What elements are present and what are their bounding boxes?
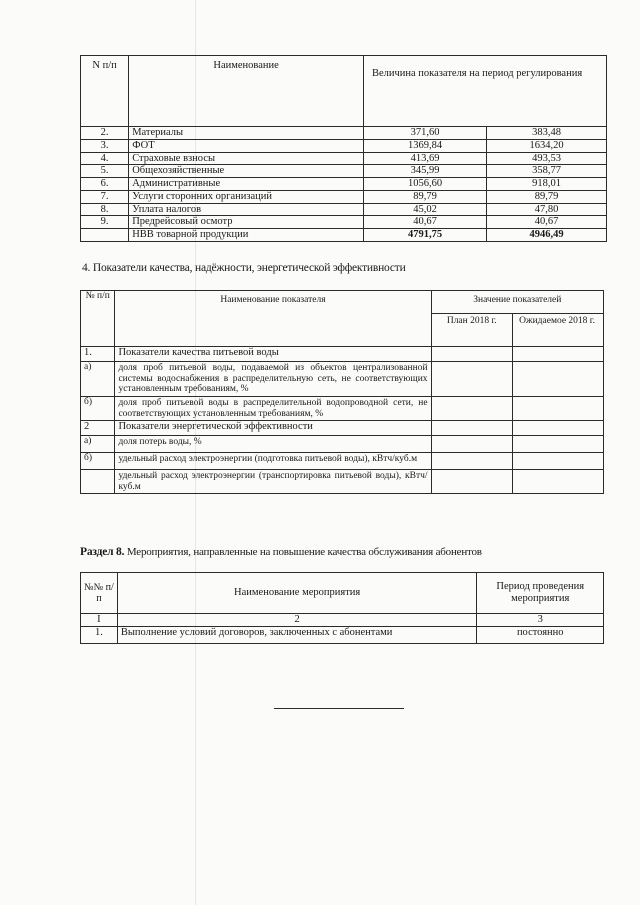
row-value-1: 345,99 — [363, 165, 486, 178]
table-row — [81, 152, 607, 165]
measures-header — [81, 573, 604, 614]
row-num: а) — [81, 362, 115, 397]
row-plan — [431, 470, 512, 494]
header-period: Период проведения мероприятия — [477, 573, 604, 614]
row-name: Уплата налогов — [129, 203, 364, 216]
row-value-2: 40,67 — [487, 216, 607, 229]
row-num: 6. — [81, 178, 129, 191]
table-row — [81, 347, 604, 362]
row-num: 8. — [81, 203, 129, 216]
table-row — [81, 396, 604, 420]
section-8-label: Раздел 8. — [80, 546, 125, 558]
row-plan — [431, 347, 512, 362]
row-num: а) — [81, 436, 115, 453]
row-name: Показатели качества питьевой воды — [115, 347, 431, 362]
row-name: доля потерь воды, % — [115, 436, 431, 453]
row-plan — [431, 453, 512, 470]
row-num: 7. — [81, 190, 129, 203]
row-num: 4. — [81, 152, 129, 165]
section-4-title: 4. Показатели качества, надёжности, энергетической эффективности — [82, 262, 406, 274]
row-period: постоянно — [477, 627, 604, 644]
row-value-1: 89,79 — [363, 190, 486, 203]
row-name: удельный расход электроэнергии (подготовка питьевой воды), кВтч/куб.м — [115, 453, 431, 470]
table-row — [81, 139, 607, 152]
row-name: Страховые взносы — [129, 152, 364, 165]
total-num — [81, 229, 129, 242]
row-plan — [431, 396, 512, 420]
table-row — [81, 190, 607, 203]
column-number-3: 3 — [477, 614, 604, 627]
total-value-1: 4791,75 — [363, 229, 486, 242]
header-num: №№ п/п — [81, 573, 118, 614]
header-period: Величина показателя на период регулирования — [363, 56, 606, 127]
measures-table — [80, 572, 604, 644]
row-name: Административные — [129, 178, 364, 191]
row-expected — [512, 470, 603, 494]
row-name: ФОТ — [129, 139, 364, 152]
row-value-2: 358,77 — [487, 165, 607, 178]
row-value-1: 371,60 — [363, 127, 486, 140]
total-label: НВВ товарной продукции — [129, 229, 364, 242]
row-num — [81, 470, 115, 494]
quality-indicators-table — [80, 290, 604, 494]
row-plan — [431, 362, 512, 397]
indicators-header — [81, 291, 604, 314]
signature-line — [274, 708, 404, 709]
row-value-2: 89,79 — [487, 190, 607, 203]
row-plan — [431, 436, 512, 453]
table-row — [81, 216, 607, 229]
row-plan — [431, 421, 512, 436]
row-num: 2. — [81, 127, 129, 140]
row-num: 1. — [81, 627, 118, 644]
row-name: Предрейсовый осмотр — [129, 216, 364, 229]
row-expected — [512, 421, 603, 436]
row-expected — [512, 396, 603, 420]
table-row — [81, 436, 604, 453]
header-expected: Ожидаемое 2018 г. — [512, 314, 603, 347]
table-row — [81, 453, 604, 470]
row-num: 1. — [81, 347, 115, 362]
table-row — [81, 127, 607, 140]
row-value-2: 918,01 — [487, 178, 607, 191]
row-value-1: 413,69 — [363, 152, 486, 165]
row-num: 5. — [81, 165, 129, 178]
row-value-2: 383,48 — [487, 127, 607, 140]
row-value-1: 1056,60 — [363, 178, 486, 191]
header-values: Значение показателей — [431, 291, 603, 314]
header-num: N п/п — [81, 56, 129, 127]
section-8-text: Мероприятия, направленные на повышение качества обслуживания абонентов — [126, 546, 482, 558]
row-value-2: 493,53 — [487, 152, 607, 165]
column-numbers-row — [81, 614, 604, 627]
row-value-1: 40,67 — [363, 216, 486, 229]
row-value-1: 1369,84 — [363, 139, 486, 152]
row-expected — [512, 436, 603, 453]
row-value-1: 45,02 — [363, 203, 486, 216]
row-expected — [512, 347, 603, 362]
row-num: б) — [81, 396, 115, 420]
row-value-2: 1634,20 — [487, 139, 607, 152]
header-name: Наименование мероприятия — [117, 573, 477, 614]
header-num: № п/п — [81, 291, 115, 347]
header-name: Наименование показателя — [115, 291, 431, 347]
row-name: доля проб питьевой воды в распределительной водопроводной сети, не соответствующих установленным требованиям, % — [115, 396, 431, 420]
total-value-2: 4946,49 — [487, 229, 607, 242]
row-name: Показатели энергетической эффективности — [115, 421, 431, 436]
row-name: Общехозяйственные — [129, 165, 364, 178]
table-row — [81, 203, 607, 216]
column-number-1: I — [81, 614, 118, 627]
row-num: 9. — [81, 216, 129, 229]
row-expected — [512, 453, 603, 470]
row-num: 3. — [81, 139, 129, 152]
header-plan: План 2018 г. — [431, 314, 512, 347]
table-row — [81, 421, 604, 436]
section-8-title — [80, 546, 482, 558]
row-name: доля проб питьевой воды, подаваемой из объектов централизованной системы водоснабжения в распределительную сеть, не соответствующих установленным требованиям, % — [115, 362, 431, 397]
column-number-2: 2 — [117, 614, 477, 627]
row-num: б) — [81, 453, 115, 470]
row-name: Выполнение условий договоров, заключенных с абонентами — [117, 627, 477, 644]
total-row — [81, 229, 607, 242]
table-row — [81, 470, 604, 494]
row-name: удельный расход электроэнергии (транспортировка питьевой воды), кВтч/куб.м — [115, 470, 431, 494]
costs-table — [80, 55, 607, 242]
row-name: Услуги сторонних организаций — [129, 190, 364, 203]
table-row — [81, 627, 604, 644]
row-name: Материалы — [129, 127, 364, 140]
table-row — [81, 362, 604, 397]
table-row — [81, 165, 607, 178]
row-expected — [512, 362, 603, 397]
costs-table-header — [81, 56, 607, 127]
row-num: 2 — [81, 421, 115, 436]
row-value-2: 47,80 — [487, 203, 607, 216]
table-row — [81, 178, 607, 191]
header-name: Наименование — [129, 56, 364, 127]
